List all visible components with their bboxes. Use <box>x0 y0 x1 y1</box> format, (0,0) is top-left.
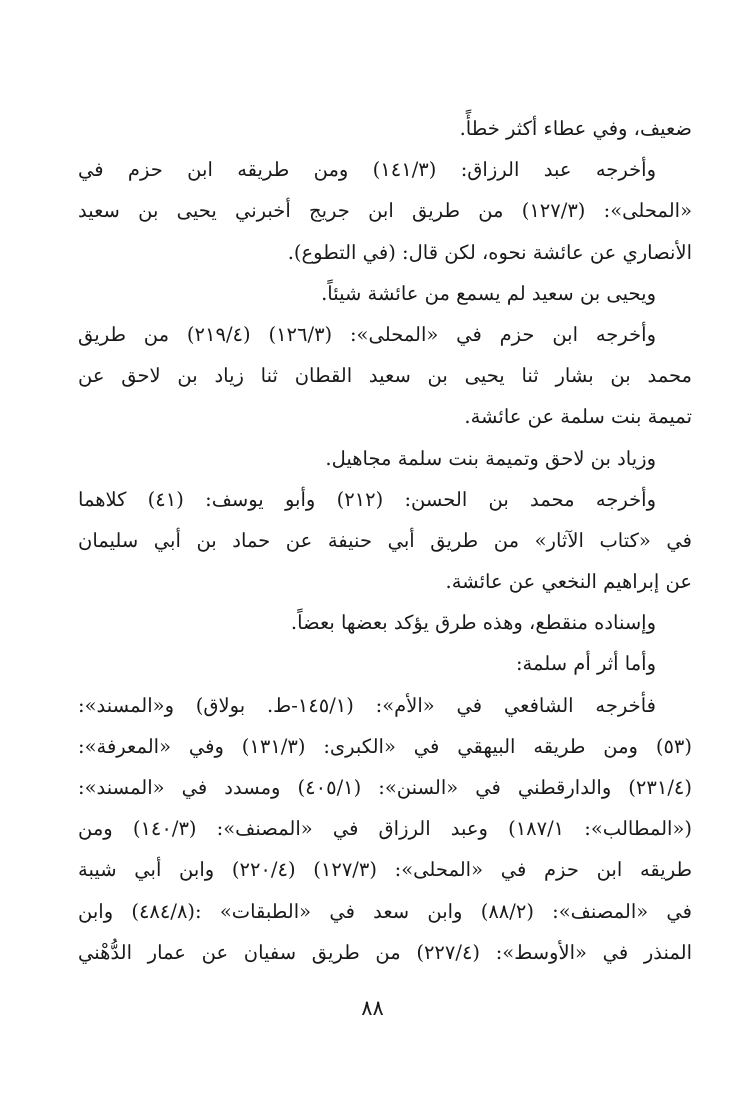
text-line-16: (٥٣) ومن طريقه البيهقي في «الكبرى: (١٣١/٣) وفي «المعرفة»: <box>78 734 692 758</box>
text-line-9: وزياد بن لاحق وتميمة بنت سلمة مجاهيل. <box>325 446 656 470</box>
document-body <box>78 108 692 973</box>
text-line-5: ويحيى بن سعيد لم يسمع من عائشة شيئاً. <box>321 281 656 305</box>
text-line-12: عن إبراهيم النخعي عن عائشة. <box>445 570 692 594</box>
text-line-4: الأنصاري عن عائشة نحوه، لكن قال: (في التطوع). <box>287 240 692 264</box>
text-line-2: وأخرجه عبد الرزاق: (١٤١/٣) ومن طريقه ابن حزم في <box>78 158 656 182</box>
text-line-18: («المطالب»: ١٨٧/١) وعبد الرزاق في «المصنف»: (١٤٠/٣) ومن <box>78 817 692 841</box>
text-line-20: في «المصنف»: (٨٨/٢) وابن سعد في «الطبقات» :(٤٨٤/٨) وابن <box>78 899 692 923</box>
text-line-8: تميمة بنت سلمة عن عائشة. <box>464 405 692 429</box>
text-line-1: ضعيف، وفي عطاء أكثر خطأً. <box>459 117 692 140</box>
text-line-10: وأخرجه محمد بن الحسن: (٢١٢) وأبو يوسف: (٤١) كلاهما <box>78 487 656 511</box>
text-line-7: محمد بن بشار ثنا يحيى بن سعيد القطان ثنا زياد بن لاحق عن <box>78 364 692 388</box>
text-line-21: المنذر في «الأوسط»: (٢٢٧/٤) من طريق سفيان عن عمار الدُّهْني <box>78 940 692 964</box>
text-line-14: وأما أثر أم سلمة: <box>515 652 656 676</box>
text-line-6: وأخرجه ابن حزم في «المحلى»: (١٢٦/٣) (٢١٩/٤) من طريق <box>78 322 656 346</box>
text-line-19: طريقه ابن حزم في «المحلى»: (١٢٧/٣) (٢٢٠/٤) وابن أبي شيبة <box>78 858 692 882</box>
text-line-17: (٢٣١/٤) والدارقطني في «السنن»: (٤٠٥/١) ومسدد في «المسند»: <box>78 776 692 799</box>
text-line-3: «المحلى»: (١٢٧/٣) من طريق ابن جريج أخبرني يحيى بن سعيد <box>78 199 692 223</box>
text-line-11: في «كتاب الآثار» من طريق أبي حنيفة عن حماد بن أبي سليمان <box>78 528 692 552</box>
page-number: ٨٨ <box>361 996 384 1020</box>
text-line-15: فأخرجه الشافعي في «الأم»: (١٤٥/١-ط. بولاق) و«المسند»: <box>78 693 656 717</box>
text-line-13: وإسناده منقطع، وهذه طرق يؤكد بعضها بعضاً. <box>290 611 656 635</box>
